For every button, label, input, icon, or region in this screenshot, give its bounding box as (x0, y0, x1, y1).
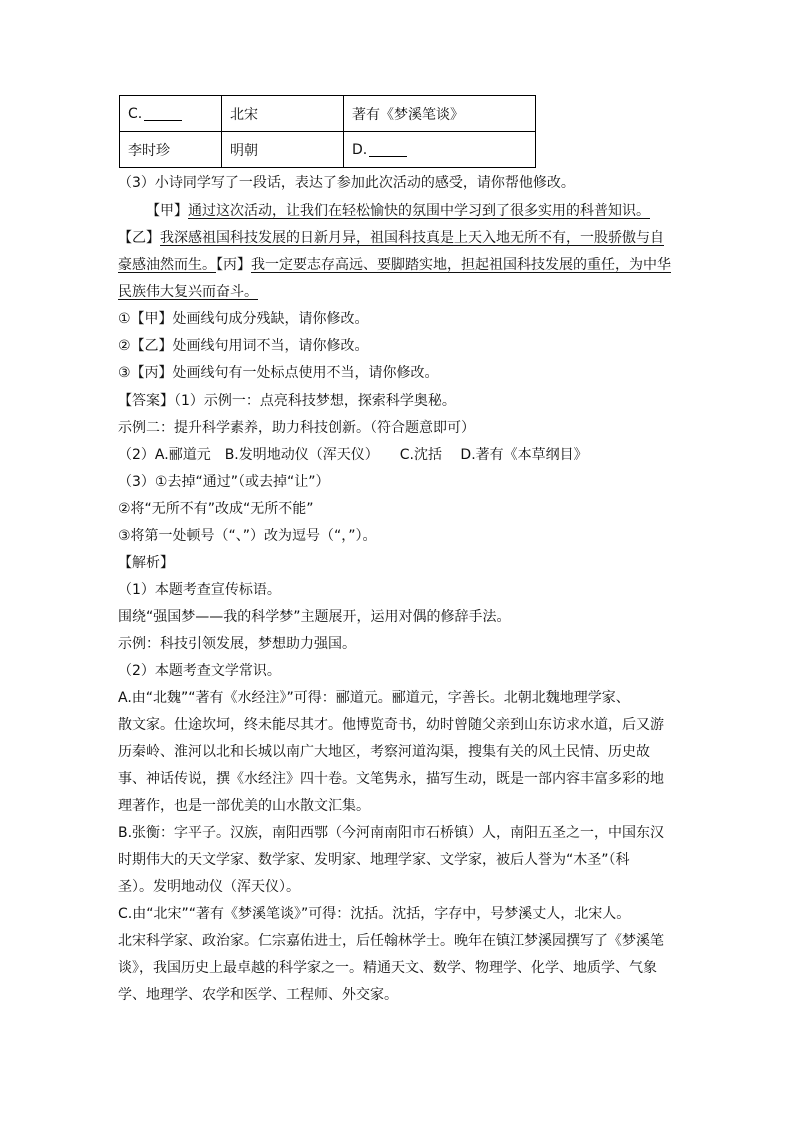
table-cell: C. (120, 96, 222, 132)
answer-line-5: ②将“无所不有”改成“无所不能” (118, 501, 314, 517)
analysis-line: 学、地理学、农学和医学、工程师、外交家。 (118, 987, 398, 1003)
analysis-line: 事、神话传说，撰《水经注》四十卷。文笔隽永，描写生动，既是一部内容丰富多彩的地 (118, 771, 664, 787)
analysis-line: A.由“北魏”“著有《水经注》”可得：郦道元。郦道元，字善长。北朝北魏地理学家、 (118, 690, 630, 706)
analysis-line: （2）本题考查文学常识。 (118, 663, 281, 679)
answer-blank (369, 155, 407, 157)
question-3-intro: （3）小诗同学写了一段话，表达了参加此次活动的感受，请你帮他修改。 (118, 175, 575, 191)
analysis-line: 历秦岭、淮河以北和长城以南广大地区，考察河道沟渠，搜集有关的风土民情、历史故 (118, 744, 650, 760)
analysis-line: 谈》，我国历史上最卓越的科学家之一。精通天文、数学、物理学、化学、地质学、气象 (118, 960, 657, 976)
underlined-sentence-jia: 通过这次活动，让我们在轻松愉快的氛围中学习到了很多实用的科普知识。 (188, 203, 650, 219)
analysis-line: 北宋科学家、政治家。仁宗嘉佑进士，后任翰林学士。晚年在镇江梦溪园撰写了《梦溪笔 (118, 933, 664, 949)
subquestion-3: ③【丙】处画线句有一处标点使用不当，请你修改。 (118, 365, 439, 381)
label-yi: 【乙】 (118, 230, 160, 246)
analysis-line: （1）本题考查宣传标语。 (118, 582, 281, 598)
answer-blank (144, 119, 182, 121)
underlined-sentence-bing-cont: 民族伟大复兴而奋斗。 (118, 284, 258, 300)
answer-line-1: 【答案】（1）示例一：点亮科技梦想，探索科学奥秘。 (118, 393, 456, 409)
analysis-line: C.由“北宋”“著有《梦溪笔谈》”可得：沈括。沈括，字存中，号梦溪丈人，北宋人。 (118, 906, 631, 922)
table-row (120, 96, 536, 132)
label-jia: 【甲】 (146, 203, 188, 219)
table-cell: 北宋 (222, 96, 344, 132)
analysis-heading: 【解析】 (118, 555, 174, 571)
subquestion-2: ②【乙】处画线句用词不当，请你修改。 (118, 338, 369, 354)
passage-jia (146, 201, 650, 221)
analysis-line: 示例：科技引领发展，梦想助力强国。 (118, 636, 356, 652)
passage-yi (118, 228, 664, 248)
table-row (120, 132, 536, 168)
table-cell: D. (344, 132, 536, 168)
analysis-line: B.张衡：字平子。汉族，南阳西鄂（今河南南阳市石桥镇）人，南阳五圣之一，中国东汉 (118, 825, 665, 841)
label-bing: 【丙】 (216, 257, 251, 273)
answer-line-4: （3）①去掉“通过”（或去掉“让”） (118, 474, 330, 490)
passage-yi-bing (118, 255, 671, 275)
table-cell: 著有《梦溪笔谈》 (344, 96, 536, 132)
analysis-line: 理著作，也是一部优美的山水散文汇集。 (118, 798, 370, 814)
table-cell: 李时珍 (120, 132, 222, 168)
answer-line-2: 示例二：提升科学素养，助力科技创新。（符合题意即可） (118, 420, 475, 436)
analysis-line: 圣）。发明地动仪（浑天仪）。 (118, 879, 300, 895)
passage-bing-cont (118, 282, 258, 302)
subquestion-1: ①【甲】处画线句成分残缺，请你修改。 (118, 311, 369, 327)
figure-table (119, 95, 536, 168)
analysis-line: 围绕“强国梦——我的科学梦”主题展开，运用对偶的修辞手法。 (118, 609, 511, 625)
table-cell: 明朝 (222, 132, 344, 168)
underlined-sentence-yi-cont: 豪感油然而生。 (118, 257, 216, 273)
underlined-sentence-bing: 我一定要志存高远、要脚踏实地，担起祖国科技发展的重任，为中华 (251, 257, 671, 273)
answer-line-6: ③将第一处顿号（“、”）改为逗号（“，”）。 (118, 528, 377, 544)
underlined-sentence-yi: 我深感祖国科技发展的日新月异，祖国科技真是上天入地无所不有，一股骄傲与自 (160, 230, 664, 246)
analysis-line: 时期伟大的天文学家、数学家、发明家、地理学家、文学家，被后人誉为“木圣”（科 (118, 852, 630, 868)
analysis-line: 散文家。仕途坎坷，终未能尽其才。他博览奇书，幼时曾随父亲到山东访求水道，后又游 (118, 717, 664, 733)
answer-line-3: （2）A.郦道元 B.发明地动仪（浑天仪） C.沈括 D.著有《本草纲目》 (118, 447, 588, 463)
